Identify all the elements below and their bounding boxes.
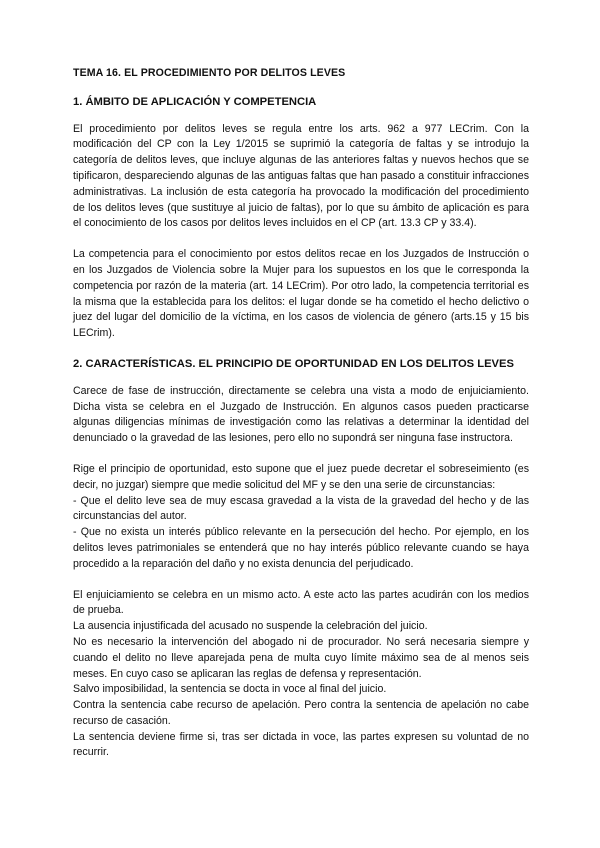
section-heading-caracteristicas: 2. CARACTERÍSTICAS. EL PRINCIPIO DE OPORTUNIDAD EN LOS DELITOS LEVES	[73, 357, 514, 370]
paragraph-sentencia-voce: Salvo imposibilidad, la sentencia se docta in voce al final del juicio.	[73, 683, 387, 696]
list-item-interes-publico: - Que no exista un interés público relevante en la persecución del hecho. Por ejemplo, en los delitos leves patrimoniales se entenderá que no hay interés público relevante cuando se haya procedido a la reparación del daño y no exista denuncia del perjudicado.	[73, 526, 529, 570]
document-title: TEMA 16. EL PROCEDIMIENTO POR DELITOS LEVES	[73, 67, 346, 79]
paragraph-instruccion: Carece de fase de instrucción, directamente se celebra una vista a modo de enjuiciamiento. Dicha vista se celebra en el Juzgado de Instrucción. En algunos casos pueden practicarse algunas diligencias mínimas de investigación como las relativas a determinar la identidad del denunciado o la gravedad de las lesiones, pero ello no supondrá ser ninguna fase instructora.	[73, 384, 529, 445]
paragraph-ambito-1: El procedimiento por delitos leves se regula entre los arts. 962 a 977 LECrim. Con la modificación del CP con la Ley 1/2015 se suprimió la categoría de faltas y se introdujo la categoría de delitos leves, que incluye algunas de las anteriores faltas y nuevos hechos que se tipificaron, despareciendo algunas de las antiguas faltas que han pasado a constituir infracciones administrativas. La inclusión de esta categoría ha provocado la modificación del procedimiento de los delitos leves (que sustituye al juicio de faltas), por lo que su ámbito de aplicación es para el conocimiento de los casos por delitos leves incluidos en el CP (art. 13.3 CP y 33.4).	[73, 122, 529, 230]
paragraph-abogado: No es necesario la intervención del abogado ni de procurador. No será necesaria siempre y cuando el delito no lleve aparejada pena de multa cuyo límite máximo sea de al menos seis meses. En cuyo caso se aplicaran las reglas de defensa y representación.	[73, 635, 529, 680]
section-heading-ambito: 1. ÁMBITO DE APLICACIÓN Y COMPETENCIA	[73, 95, 317, 108]
list-item-escasa-gravedad: - Que el delito leve sea de muy escasa gravedad a la vista de la gravedad del hecho y de las circunstancias del autor.	[73, 494, 529, 523]
paragraph-competencia: La competencia para el conocimiento por estos delitos recae en los Juzgados de Instrucción o en los Juzgados de Violencia sobre la Mujer para los supuestos en los que le corresponda la competencia por razón de la materia (art. 14 LECrim). Por otro lado, la competencia territorial es la misma que la establecida para los delitos: el lugar donde se ha cometido el hecho delictivo o juez del lugar del domicilio de la víctima, en los casos de violencia de género (arts.15 y 15 bis LECrim).	[73, 248, 529, 340]
paragraph-recurso: Contra la sentencia cabe recurso de apelación. Pero contra la sentencia de apelación no cabe recurso de casación.	[73, 699, 529, 727]
paragraph-firmeza: La sentencia deviene firme si, tras ser dictada in voce, las partes expresen su voluntad de no recurrir.	[73, 730, 529, 759]
paragraph-enjuiciamiento: El enjuiciamiento se celebra en un mismo acto. A este acto las partes acudirán con los medios de prueba.	[73, 588, 529, 617]
paragraph-ausencia: La ausencia injustificada del acusado no suspende la celebración del juicio.	[73, 620, 428, 633]
document-page	[73, 66, 529, 761]
paragraph-oportunidad: Rige el principio de oportunidad, esto supone que el juez puede decretar el sobreseimiento (es decir, no juzgar) siempre que medie solicitud del MF y se den una serie de circunstancias:	[73, 462, 529, 491]
